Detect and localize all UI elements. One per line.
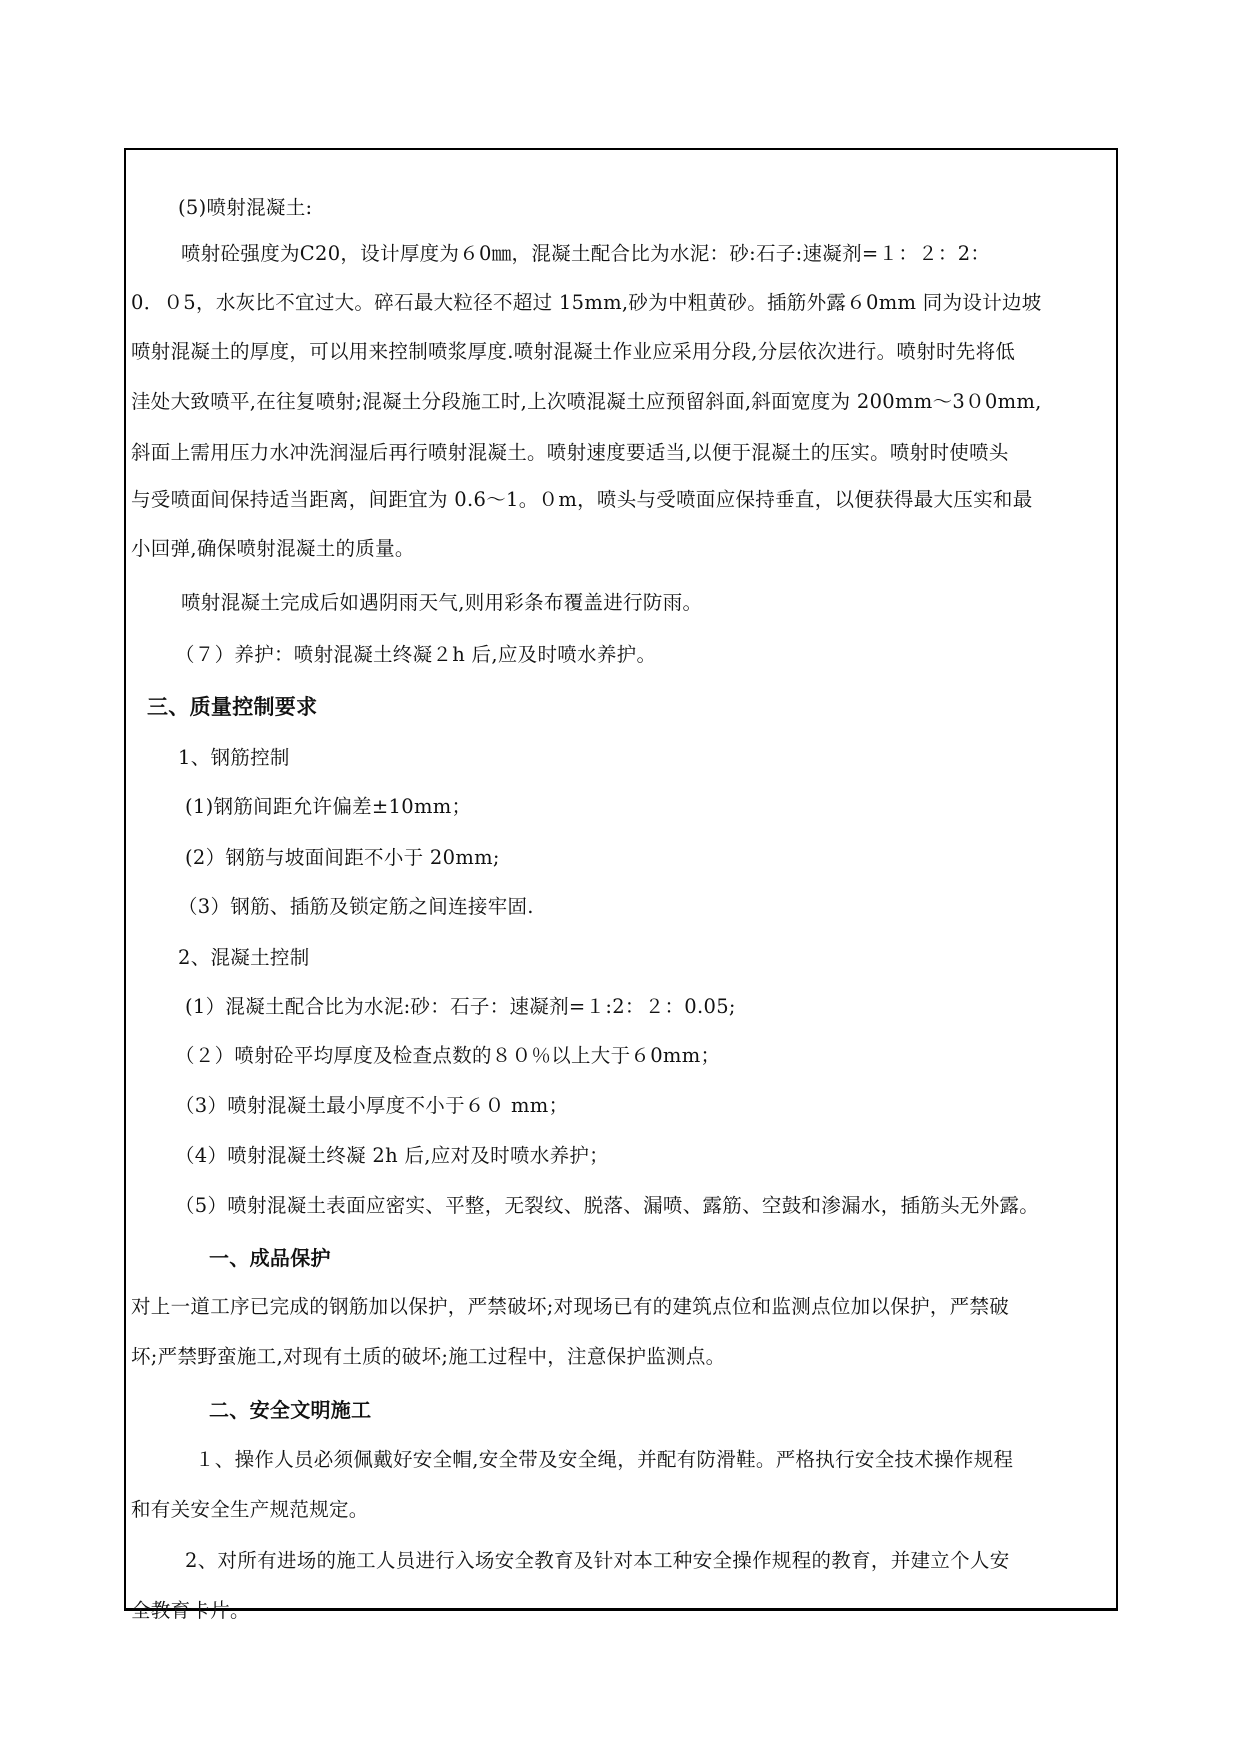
text-line: 0．０5，水灰比不宜过大。碎石最大粒径不超过 15mm,砂为中粗黄砂。插筋外露６0mm 同为设计边坡: [131, 291, 1042, 314]
text-line: 1、钢筋控制: [178, 746, 290, 769]
text-line: 全教育卡片。: [131, 1599, 250, 1622]
text-line: 喷射砼强度为C20，设计厚度为６0㎜，混凝土配合比为水泥：砂:石子:速凝剂=１：２：2：: [181, 242, 991, 265]
text-line: １、操作人员必须佩戴好安全帽,安全带及安全绳，并配有防滑鞋。严格执行安全技术操作规程: [195, 1448, 1014, 1471]
section-heading: 二、安全文明施工: [209, 1398, 372, 1422]
text-line: 坏;严禁野蛮施工,对现有土质的破坏;施工过程中，注意保护监测点。: [131, 1345, 726, 1368]
text-line: 和有关安全生产规范规定。: [131, 1498, 369, 1521]
text-line: 斜面上需用压力水冲洗润湿后再行喷射混凝土。喷射速度要适当,以便于混凝土的压实。喷射时使喷头: [131, 441, 1009, 464]
text-line: 与受喷面间保持适当距离，间距宜为 0.6～1。０m，喷头与受喷面应保持垂直，以便获得最大压实和最: [131, 488, 1033, 511]
text-line: (2）钢筋与坡面间距不小于 20mm;: [185, 846, 500, 869]
text-line: （5）喷射混凝土表面应密实、平整，无裂纹、脱落、漏喷、露筋、空鼓和渗漏水，插筋头无外露。: [175, 1194, 1040, 1217]
text-line: 洼处大致喷平,在往复喷射;混凝土分段施工时,上次喷混凝土应预留斜面,斜面宽度为 200mm～3０0mm,: [131, 390, 1042, 413]
text-line: （７）养护：喷射混凝土终凝２h 后,应及时喷水养护。: [175, 643, 657, 666]
section-heading: 一、成品保护: [209, 1246, 331, 1270]
text-line: 对上一道工序已完成的钢筋加以保护，严禁破坏;对现场已有的建筑点位和监测点位加以保护，严禁破: [131, 1295, 1010, 1318]
text-line: (1）混凝土配合比为水泥:砂：石子：速凝剂=１:2：２：0.05;: [185, 995, 736, 1018]
text-line: 小回弹,确保喷射混凝土的质量。: [131, 537, 415, 560]
text-line: 2、对所有进场的施工人员进行入场安全教育及针对本工种安全操作规程的教育，并建立个人安: [185, 1549, 1010, 1572]
text-line: 喷射混凝土完成后如遇阴雨天气,则用彩条布覆盖进行防雨。: [181, 591, 703, 614]
document-frame: [124, 148, 1118, 1611]
text-line: (1)钢筋间距允许偏差±10mm；: [185, 795, 472, 818]
text-line: （２）喷射砼平均厚度及检查点数的８０％以上大于６0mm；: [175, 1044, 721, 1067]
text-line: 2、混凝土控制: [178, 946, 310, 969]
text-line: (5)喷射混凝土:: [178, 196, 313, 219]
text-line: 喷射混凝土的厚度，可以用来控制喷浆厚度.喷射混凝土作业应采用分段,分层依次进行。喷射时先将低: [131, 340, 1016, 363]
text-line: （4）喷射混凝土终凝 2h 后,应对及时喷水养护；: [175, 1144, 609, 1167]
section-heading: 三、质量控制要求: [147, 695, 318, 719]
text-line: （3）钢筋、插筋及锁定筋之间连接牢固.: [178, 895, 534, 918]
text-line: （3）喷射混凝土最小厚度不小于６０ mm；: [175, 1094, 569, 1117]
